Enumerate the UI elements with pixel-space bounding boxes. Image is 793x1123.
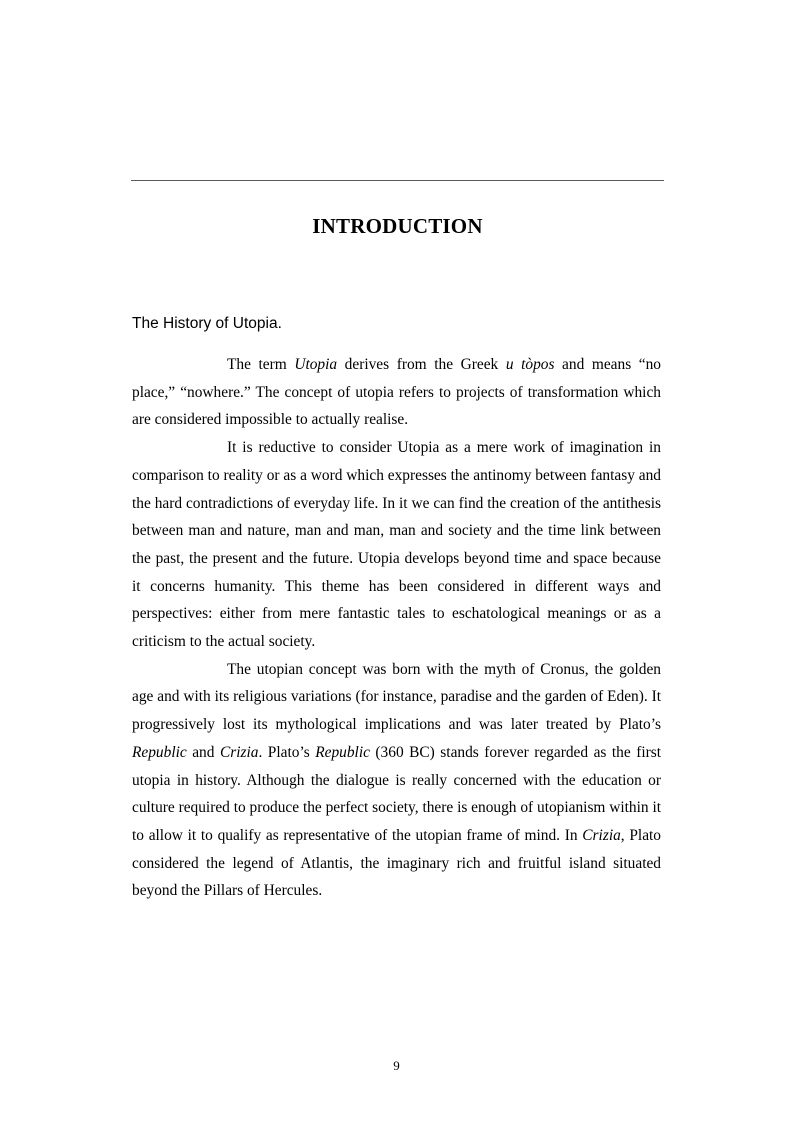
text-run: (360 BC) stands forever regarded as the first utopia in history. Although the dialogue is really concerned with the education or culture required to produce the perfect society, there is enough of utopianism within it to allow it to qualify as representative of the utopian frame of mind. In [132, 743, 661, 844]
text-run: It is reductive to consider Utopia as a mere work of imagination in comparison to reality or as a word which expresses the antinomy between fantasy and the hard contradictions of everyday life. In it we can find the creation of the antithesis between man and nature, man and man, man and society and the time link between the past, the present and the future. Utopia develops beyond time and space because it concerns humanity. This theme has been considered in different ways and perspectives: either from mere fantastic tales to eschatological meanings or as a criticism to the actual society. [132, 439, 661, 651]
text-run: The utopian concept was born with the myth of Cronus, the golden age and with its religious variations (for instance, paradise and the garden of Eden). It progressively lost its mythological implications and was later treated by Plato’s [132, 660, 661, 734]
header-rule [131, 180, 664, 181]
section-heading: The History of Utopia. [132, 315, 282, 332]
text-run: The term [227, 356, 295, 373]
body-text [132, 351, 661, 905]
text-run: and means “no place,” “nowhere.” The concept of utopia refers to projects of transformation which are considered impossible to actually realise. [132, 356, 662, 429]
italic-term: Republic [132, 743, 187, 761]
text-run: . Plato’s [258, 743, 316, 761]
paragraph-3 [132, 656, 661, 905]
paragraph-1 [132, 351, 661, 434]
italic-term: Crizia [582, 826, 621, 844]
italic-term: Utopia [294, 356, 338, 373]
page-number: 9 [393, 1058, 400, 1073]
italic-term: u tòpos [505, 356, 555, 373]
paragraph-2 [132, 434, 661, 656]
italic-term: Republic [315, 743, 370, 761]
italic-term: Crizia [219, 743, 259, 761]
text-run: and [186, 743, 220, 761]
text-run: derives from the Greek [337, 356, 506, 373]
chapter-title: INTRODUCTION [312, 214, 483, 238]
text-run: , Plato considered the legend of Atlantis, the imaginary rich and fruitful island situated beyond the Pillars of Hercules. [132, 826, 662, 900]
